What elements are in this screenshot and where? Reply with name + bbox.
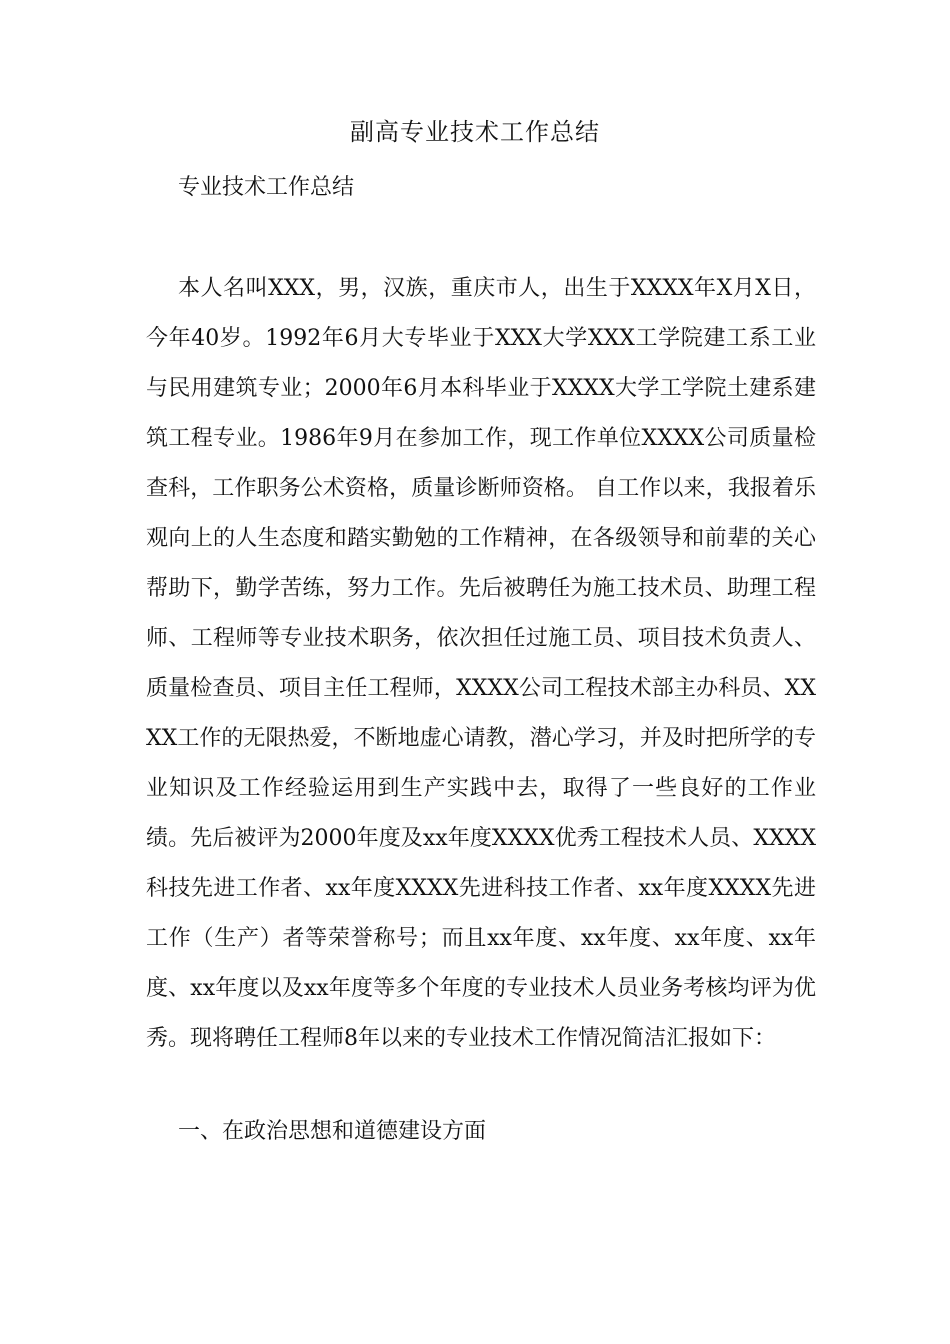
- document-subtitle: 专业技术工作总结: [178, 175, 355, 200]
- document-title: 副高专业技术工作总结: [350, 118, 600, 146]
- body-paragraph: 本人名叫XXX，男，汉族，重庆市人，出生于XXXX年X月X日，今年40岁。1992年6月大专毕业于XXX大学XXX工学院建工系工业与民用建筑专业；2000年6月本科毕业于XXXX大学工学院土建系建筑工程专业。1986年9月在参加工作，现工作单位XXXX公司质量检查科，工作职务公术资格，质量诊断师资格。 自工作以来，我报着乐观向上的人生态度和踏实勤勉的工作精神，在各级领导和前辈的关心帮助下，勤学苦练，努力工作。先后被聘任为施工技术员、助理工程师、工程师等专业技术职务，依次担任过施工员、项目技术负责人、质量检查员、项目主任工程师，XXXX公司工程技术部主办科员、XXXX工作的无限热爱，不断地虚心请教，潜心学习，并及时把所学的专业知识及工作经验运用到生产实践中去，取得了一些良好的工作业绩。先后被评为2000年度及xx年度XXXX优秀工程技术人员、XXXX科技先进工作者、xx年度XXXX先进科技工作者、xx年度XXXX先进工作（生产）者等荣誉称号；而且xx年度、xx年度、xx年度、xx年度、xx年度以及xx年度等多个年度的专业技术人员业务考核均评为优秀。现将聘任工程师8年以来的专业技术工作情况简洁汇报如下：: [146, 276, 816, 1051]
- section-heading: 一、在政治思想和道德建设方面: [178, 1119, 487, 1144]
